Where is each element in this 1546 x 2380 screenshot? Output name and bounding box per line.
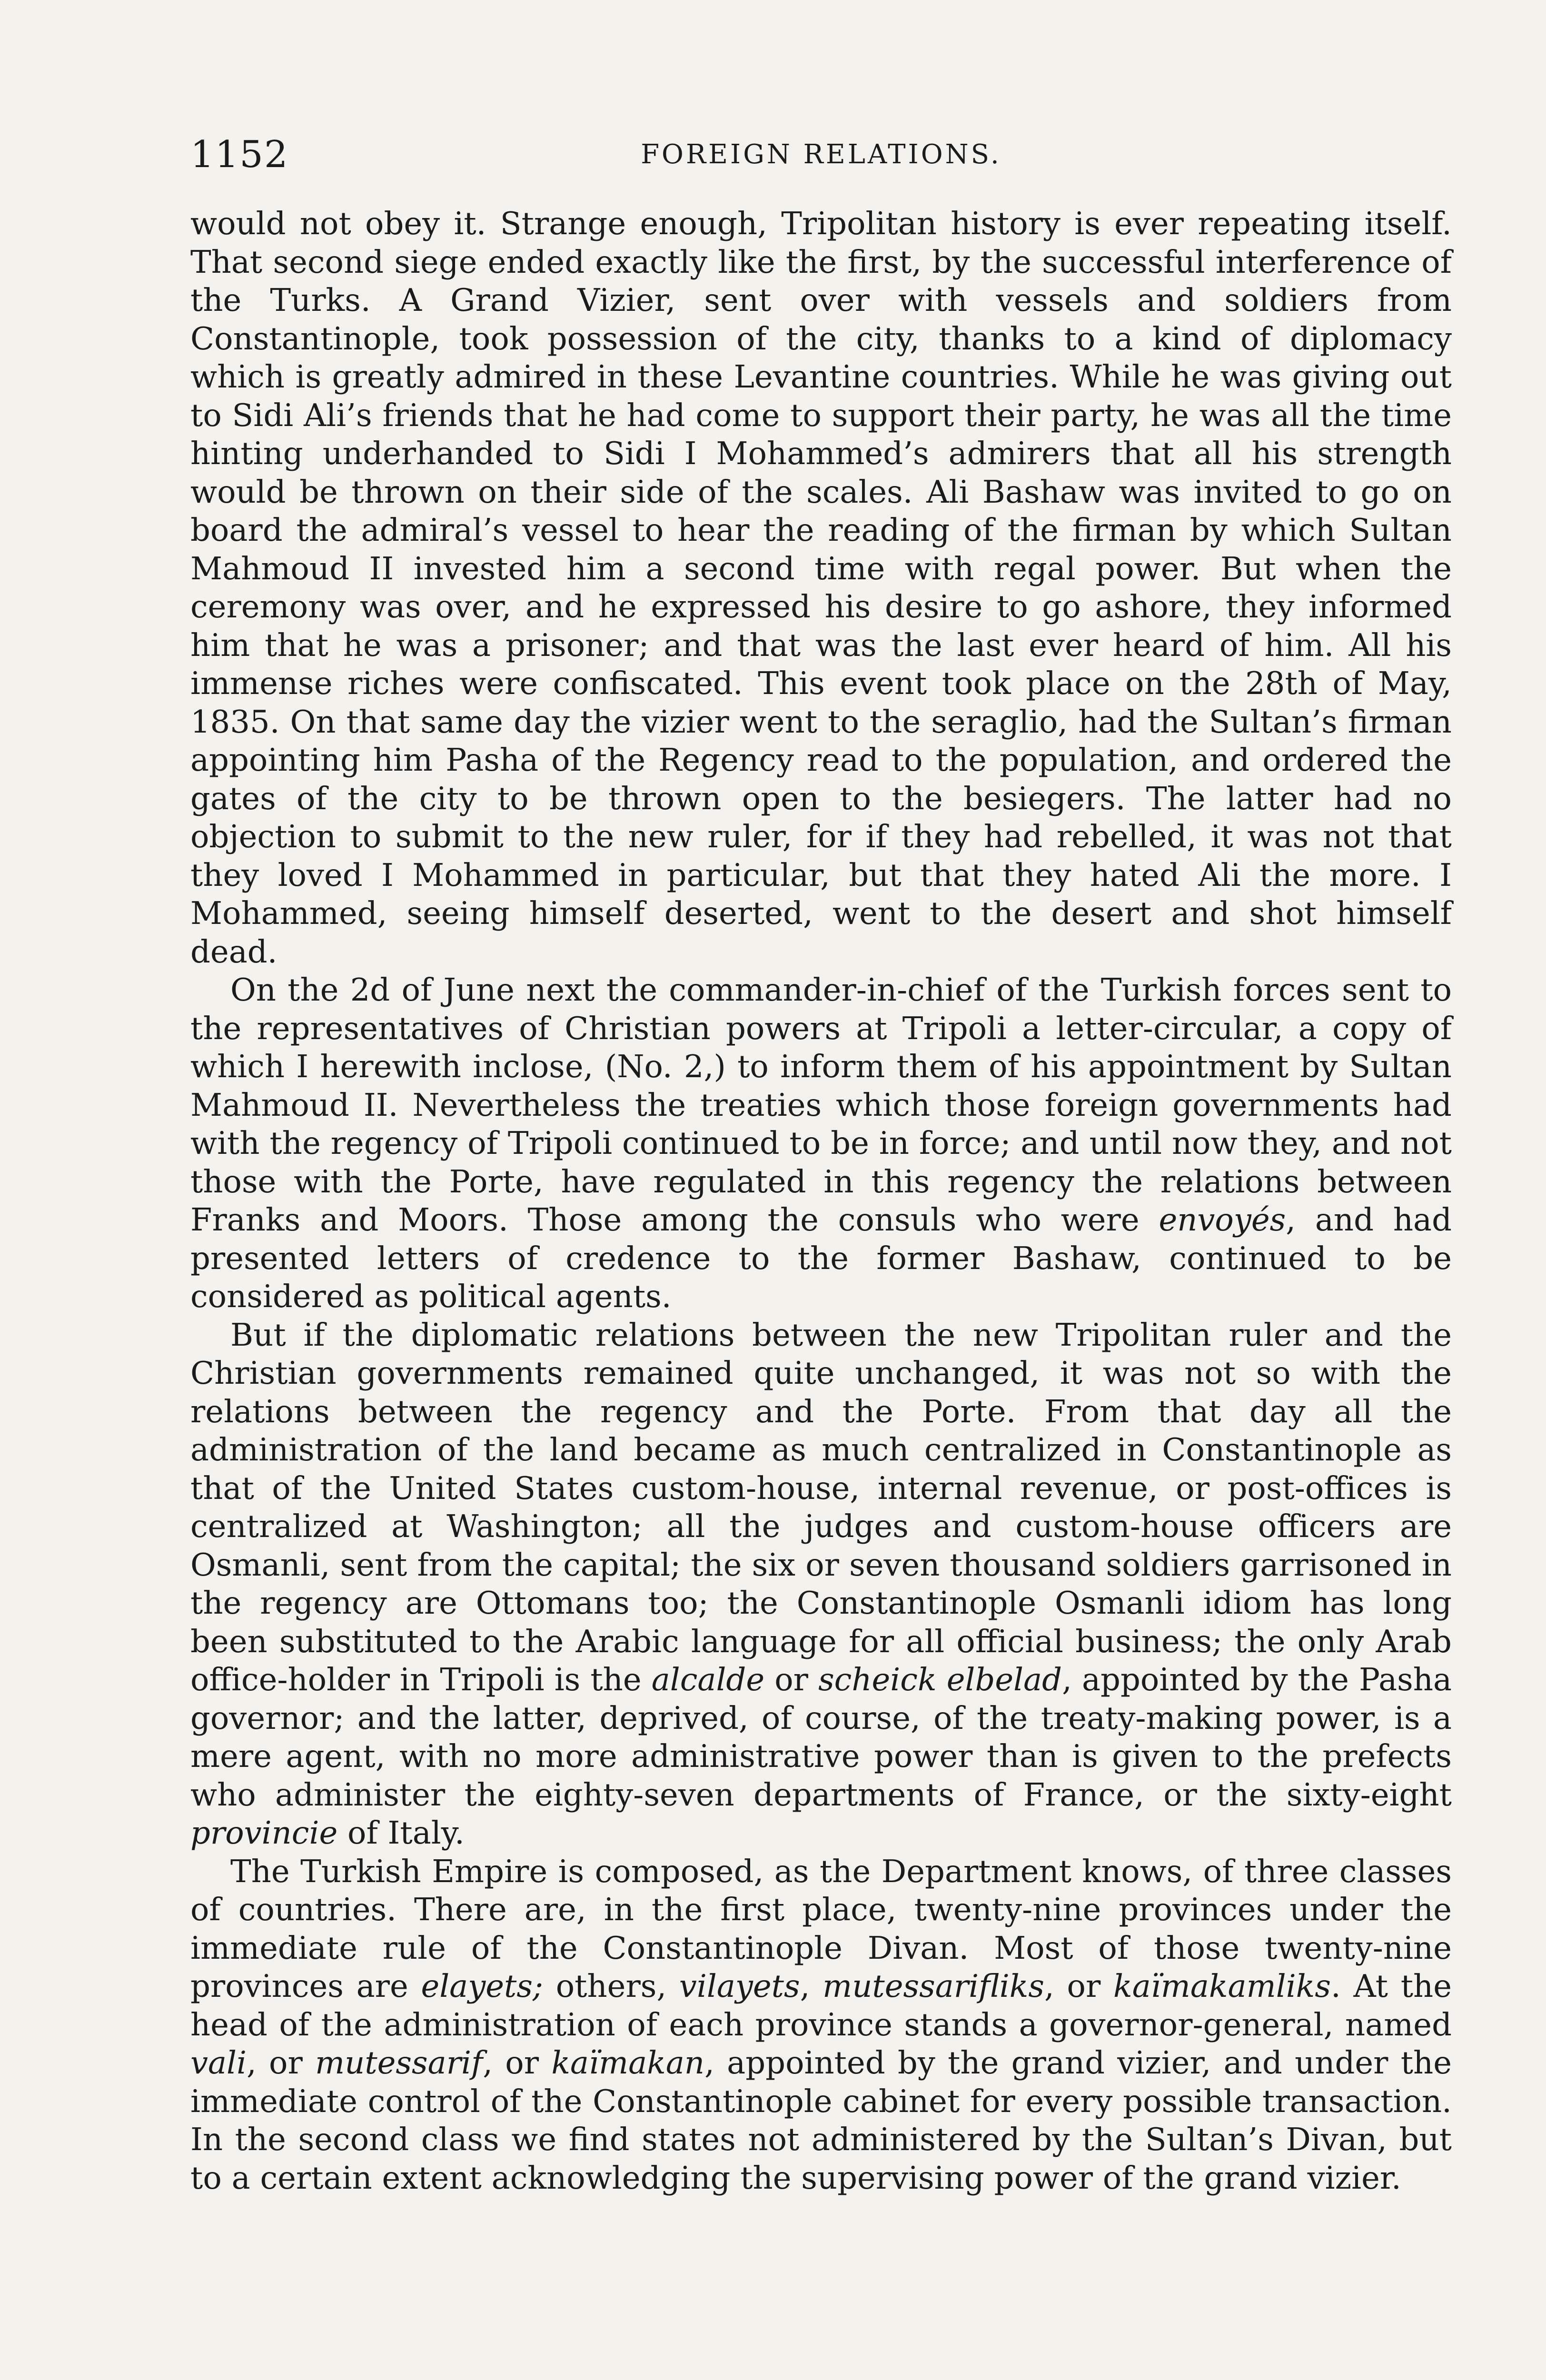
emphasized-text: scheick elbelad <box>818 1662 1062 1698</box>
emphasized-text: elayets; <box>421 1968 543 2004</box>
text-run: , <box>800 1968 823 2004</box>
emphasized-text: mutessarif <box>315 2045 483 2081</box>
emphasized-text: vilayets <box>679 1968 800 2004</box>
text-run: , appointed by the grand vizier, and under the immediate control of the Constantinople cabinet for every possible transaction. In the second class we find states not administered by the Sultan’s Divan, but to a certain extent acknowledging the supervising power of the grand vizier. <box>190 2045 1452 2196</box>
text-run: , or <box>1044 1968 1114 2004</box>
text-run: , and had presented letters of credence to the former Bashaw, continued to be considered as political agents. <box>190 1202 1452 1315</box>
text-run: would not obey it. Strange enough, Tripolitan history is ever repeating itself. That second siege ended exactly like the first, by the successful interference of the Turks. A Grand Vizier, sent over with vessels and soldiers from Constantinople, took possession of the city, thanks to a kind of diplomacy which is greatly admired in these Levantine countries. While he was giving out to Sidi Ali’s friends that he had come to support their party, he was all the time hinting underhanded to Sidi I Mohammed’s admirers that all his strength would be thrown on their side of the scales. Ali Bashaw was invited to go on board the admiral’s vessel to hear the reading of the firman by which Sultan Mahmoud II invested him a second time with regal power. But when the ceremony was over, and he expressed his desire to go ashore, they informed him that he was a prisoner; and that was the last ever heard of him. All his immense riches were confiscated. This event took place on the 28th of May, 1835. On that same day the vizier went to the seraglio, had the Sultan’s firman appointing him Pasha of the Regency read to the population, and ordered the gates of the city to be thrown open to the besiegers. The latter had no objection to submit to the new ruler, for if they had rebelled, it was not that they loved I Mohammed in particular, but that they hated Ali the more. I Mohammed, seeing himself deserted, went to the desert and shot himself dead. <box>190 206 1452 970</box>
text-run: , appointed by the Pasha governor; and the latter, deprived, of course, of the treaty-making power, is a mere agent, with no more administrative power than is given to the prefects who administer the eighty-seven departments of France, or the sixty-eight <box>190 1662 1452 1813</box>
paragraph <box>190 205 1452 971</box>
page-number: 1152 <box>190 133 289 176</box>
text-run: of Italy. <box>337 1815 465 1851</box>
paragraph <box>190 971 1452 1316</box>
text-run: The Turkish Empire is composed, as the Department knows, of three classes of countries. There are, in the first place, twenty-nine provinces under the immediate rule of the Constantinople Divan. Most of those twenty-nine provinces are <box>190 1853 1452 2004</box>
emphasized-text: vali <box>190 2045 247 2081</box>
emphasized-text: alcalde <box>651 1662 765 1698</box>
paragraph <box>190 1853 1452 2198</box>
text-run: But if the diplomatic relations between the new Tripolitan ruler and the Christian governments remained quite unchanged, it was not so with the relations between the regency and the Porte. From that day all the administration of the land became as much centralized in Constantinople as that of the United States custom-house, internal revenue, or post-offices is centralized at Washington; all the judges and custom-house officers are Osmanli, sent from the capital; the six or seven thousand soldiers garrisoned in the regency are Ottomans too; the Constantinople Osmanli idiom has long been substituted to the Arabic language for all official business; the only Arab office-holder in Tripoli is the <box>190 1317 1452 1698</box>
emphasized-text: mutessarifliks <box>823 1968 1044 2004</box>
body-text <box>190 205 1452 2380</box>
emphasized-text: provincie <box>190 1815 338 1851</box>
text-run: or <box>764 1662 819 1698</box>
emphasized-text: kaïmakan <box>551 2045 705 2081</box>
paragraph <box>190 1316 1452 1853</box>
text-run: , or <box>483 2045 552 2081</box>
text-run: On the 2d of June next the commander-in-chief of the Turkish forces sent to the representatives of Christian powers at Tripoli a letter-circular, a copy of which I herewith inclose, (No. 2,) to inform them of his appointment by Sultan Mahmoud II. Nevertheless the treaties which those foreign governments had with the regency of Tripoli continued to be in force; and until now they, and not those with the Porte, have regulated in this regency the relations between Franks and Moors. Those among the consuls who were <box>190 972 1452 1238</box>
running-header <box>190 129 1452 181</box>
text-run: , or <box>246 2045 316 2081</box>
emphasized-text: envoyés <box>1159 1202 1286 1238</box>
text-run: . At the head of the administration of each province stands a governor-general, named <box>190 1968 1452 2043</box>
emphasized-text: kaïmakamliks <box>1113 1968 1331 2004</box>
running-title: FOREIGN RELATIONS. <box>641 139 1001 170</box>
text-run: others, <box>543 1968 679 2004</box>
